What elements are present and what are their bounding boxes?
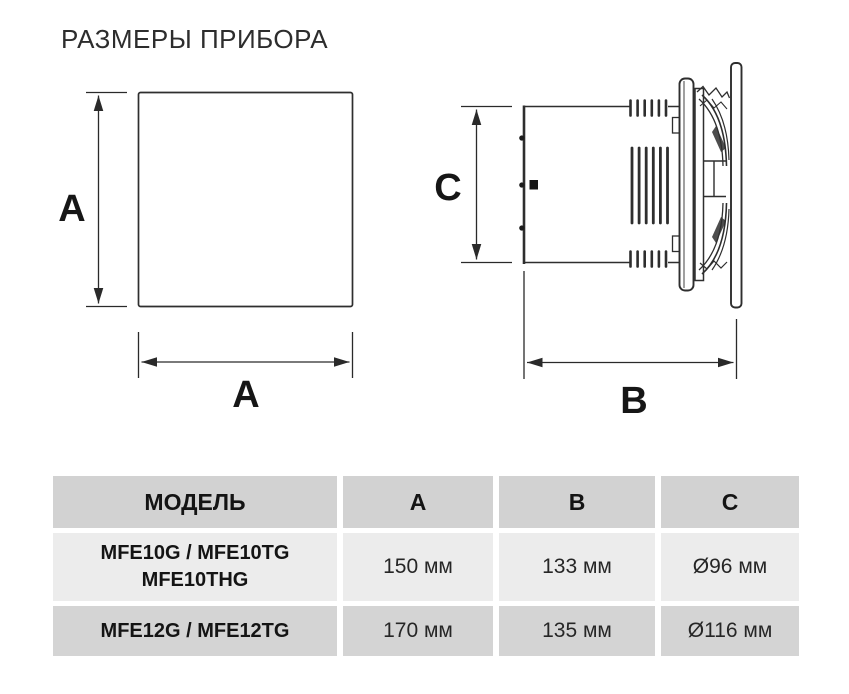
front-width-dim-label: A: [232, 374, 260, 416]
faceplate: [731, 63, 742, 308]
header-a-label: A: [409, 488, 427, 515]
model-name-line1: MFE10G / MFE10TG: [100, 542, 290, 564]
value-c: Ø96 мм: [692, 555, 768, 578]
table-row1-model-cell: [53, 533, 337, 601]
table-header-a: [343, 476, 493, 528]
side-view: [434, 63, 741, 422]
front-view: [58, 93, 352, 417]
duct-clip-middle: [519, 182, 524, 187]
table-row2-c-cell: [661, 606, 799, 656]
header-c-label: C: [721, 488, 739, 515]
table-row1-c-cell: [661, 533, 799, 601]
table-header-b: [499, 476, 655, 528]
front-panel-square: [139, 93, 353, 307]
header-b-label: B: [568, 488, 586, 515]
duct-clip-top: [519, 135, 524, 140]
value-b: 135 мм: [542, 619, 612, 642]
value-a: 170 мм: [383, 619, 453, 642]
motor-bracket-top: [697, 87, 730, 99]
side-diameter-dim-label: C: [434, 167, 462, 209]
value-a: 150 мм: [383, 555, 453, 578]
motor-hub: [703, 161, 726, 197]
duct-clip-bottom: [519, 225, 524, 230]
side-depth-dim-label: B: [620, 380, 648, 422]
header-model-label: МОДЕЛЬ: [144, 488, 246, 515]
table-row2-model-cell: [53, 606, 337, 656]
housing-ring: [695, 89, 704, 281]
front-height-dim-label: A: [58, 188, 86, 230]
model-name-line2: MFE10THG: [141, 569, 249, 591]
flange-plate: [680, 79, 694, 291]
table-row2-b-cell: [499, 606, 655, 656]
duct-terminal-block: [530, 180, 539, 190]
fan-housing: [673, 79, 730, 291]
corrugation-top: [631, 101, 667, 116]
front-width-dimension: [139, 332, 353, 416]
table-header-model: [53, 476, 337, 528]
table-row1-a-cell: [343, 533, 493, 601]
value-b: 133 мм: [542, 555, 612, 578]
corrugation-bottom: [631, 252, 667, 267]
model-name-line1: MFE12G / MFE12TG: [100, 619, 290, 642]
duct-body: [519, 106, 680, 265]
corrugation-middle: [632, 148, 668, 223]
side-diameter-dimension: [434, 107, 512, 263]
table-row2-a-cell: [343, 606, 493, 656]
table-header-c: [661, 476, 799, 528]
front-height-dimension: [58, 93, 127, 307]
dimensions-table: [53, 476, 799, 656]
mounting-tab-top: [673, 118, 680, 134]
table-row1-b-cell: [499, 533, 655, 601]
page-title: РАЗМЕРЫ ПРИБОРА: [61, 24, 329, 54]
side-depth-dimension: [524, 271, 737, 422]
value-c: Ø116 мм: [687, 619, 773, 642]
mounting-tab-bottom: [673, 236, 680, 252]
